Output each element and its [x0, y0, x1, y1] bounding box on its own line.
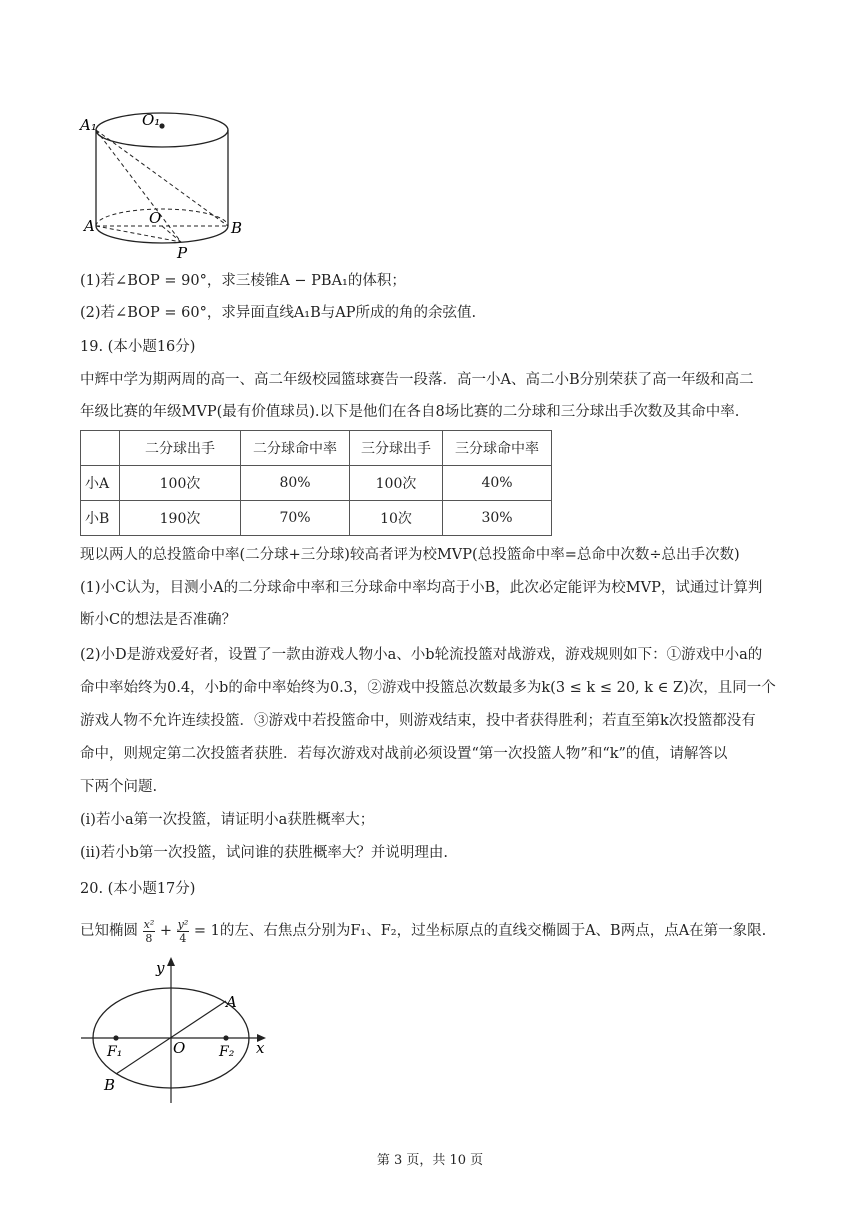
table-header-row	[81, 431, 552, 466]
q19-intro-line1: 中辉中学为期两周的高一、高二年级校园篮球赛告一段落．高一小A、高二小B分别荣获了高一年级和高二	[80, 372, 754, 388]
fraction-numerator: x²	[143, 917, 155, 931]
cylinder-figure	[78, 105, 268, 265]
label-f2: F₂	[219, 1044, 235, 1060]
label-o1: O₁	[142, 111, 161, 129]
table-row	[81, 466, 552, 501]
table-header-cell: 二分球出手	[120, 431, 241, 466]
q19-header: 19. (本小题16分)	[80, 339, 196, 355]
q19-p2-line2: 命中率始终为0.4，小b的命中率始终为0.3，②游戏中投篮总次数最多为k(3 ≤ k ≤ 20, k ∈ Z)次，且同一个	[80, 680, 776, 696]
table-header-cell	[81, 431, 120, 466]
label-y: y	[156, 959, 165, 977]
table-row	[81, 501, 552, 536]
table-cell: 100次	[350, 466, 443, 501]
fraction-denominator: 8	[145, 931, 153, 945]
table-cell: 10次	[350, 501, 443, 536]
q19-rule: 现以两人的总投篮命中率(二分球+三分球)较高者评为校MVP(总投篮命中率=总命中次数÷总出手次数)	[80, 547, 740, 563]
bottom-back-arc	[96, 209, 228, 226]
fraction-denominator: 4	[179, 931, 187, 945]
q18-part1: (1)若∠BOP = 90°，求三棱锥A − PBA₁的体积；	[80, 273, 406, 289]
fraction-numerator: y²	[177, 917, 189, 931]
table-cell: 100次	[120, 466, 241, 501]
table-header-cell: 二分球命中率	[241, 431, 350, 466]
table-cell: 40%	[443, 466, 552, 501]
ellipse-figure	[76, 955, 276, 1107]
table-cell: 80%	[241, 466, 350, 501]
q19-sub-i: (i)若小a第一次投篮，请证明小a获胜概率大；	[80, 812, 375, 828]
table-header-cell: 三分球命中率	[443, 431, 552, 466]
q19-p1-line1: (1)小C认为，目测小A的二分球命中率和三分球命中率均高于小B，此次必定能评为校MVP，试通过计算判	[80, 580, 763, 596]
label-a: A	[226, 993, 237, 1011]
q19-p2-line3: 游戏人物不允许连续投篮．③游戏中若投篮命中，则游戏结束，投中者获得胜利；若直至第k次投篮都没有	[80, 713, 756, 729]
table-cell: 30%	[443, 501, 552, 536]
segment-o-p	[162, 226, 181, 242]
focus-f2-dot	[223, 1035, 228, 1040]
plus-sign: +	[159, 923, 172, 939]
q19-p2-line1: (2)小D是游戏爱好者，设置了一款由游戏人物小a、小b轮流投篮对战游戏，游戏规则如下：①游戏中小a的	[80, 647, 763, 663]
label-o: O	[149, 209, 162, 227]
table-cell: 70%	[241, 501, 350, 536]
q19-sub-ii: (ii)若小b第一次投篮，试问谁的获胜概率大？并说明理由.	[80, 845, 448, 861]
label-x: x	[256, 1039, 265, 1057]
fraction-x2-over-8	[143, 918, 156, 945]
focus-f1-dot	[113, 1035, 118, 1040]
table-cell: 小B	[81, 501, 120, 536]
page-footer: 第 3 页，共 10 页	[376, 1153, 484, 1168]
q19-intro-line2: 年级比赛的年级MVP(最有价值球员).以下是他们在各自8场比赛的二分球和三分球出手次数及其命中率.	[80, 404, 740, 420]
table-header-cell: 三分球出手	[350, 431, 443, 466]
y-axis-arrow	[167, 957, 175, 966]
fraction-y2-over-4	[177, 918, 190, 945]
top-ellipse	[96, 113, 228, 147]
q19-p2-line4: 命中，则规定第二次投篮者获胜．若每次游戏对战前必须设置“第一次投篮人物”和“k”的值，请解答以	[80, 746, 728, 762]
label-a1: A₁	[80, 116, 97, 134]
segment-a1-b	[96, 130, 228, 226]
label-b: B	[231, 219, 243, 237]
segment-a-p	[96, 226, 181, 242]
q20-text-after: 的左、右焦点分别为F₁、F₂，过坐标原点的直线交椭圆于A、B两点，点A在第一象限.	[219, 923, 767, 939]
table-cell: 190次	[120, 501, 241, 536]
label-o: O	[173, 1039, 186, 1057]
equals-one: = 1	[193, 923, 220, 939]
q20-statement	[80, 913, 766, 949]
label-p: P	[177, 244, 188, 262]
label-a: A	[84, 217, 95, 235]
table-cell: 小A	[81, 466, 120, 501]
q19-p1-line2: 断小C的想法是否准确？	[80, 612, 237, 628]
bottom-front-arc	[96, 226, 228, 243]
label-f1: F₁	[107, 1044, 123, 1060]
shooting-stats-table	[80, 430, 552, 536]
q20-text-before: 已知椭圆	[80, 923, 138, 939]
q19-p2-line5: 下两个问题.	[80, 779, 158, 795]
q18-part2: (2)若∠BOP = 60°，求异面直线A₁B与AP所成的角的余弦值.	[80, 305, 477, 321]
q20-header: 20. (本小题17分)	[80, 881, 196, 897]
label-b: B	[104, 1076, 116, 1094]
